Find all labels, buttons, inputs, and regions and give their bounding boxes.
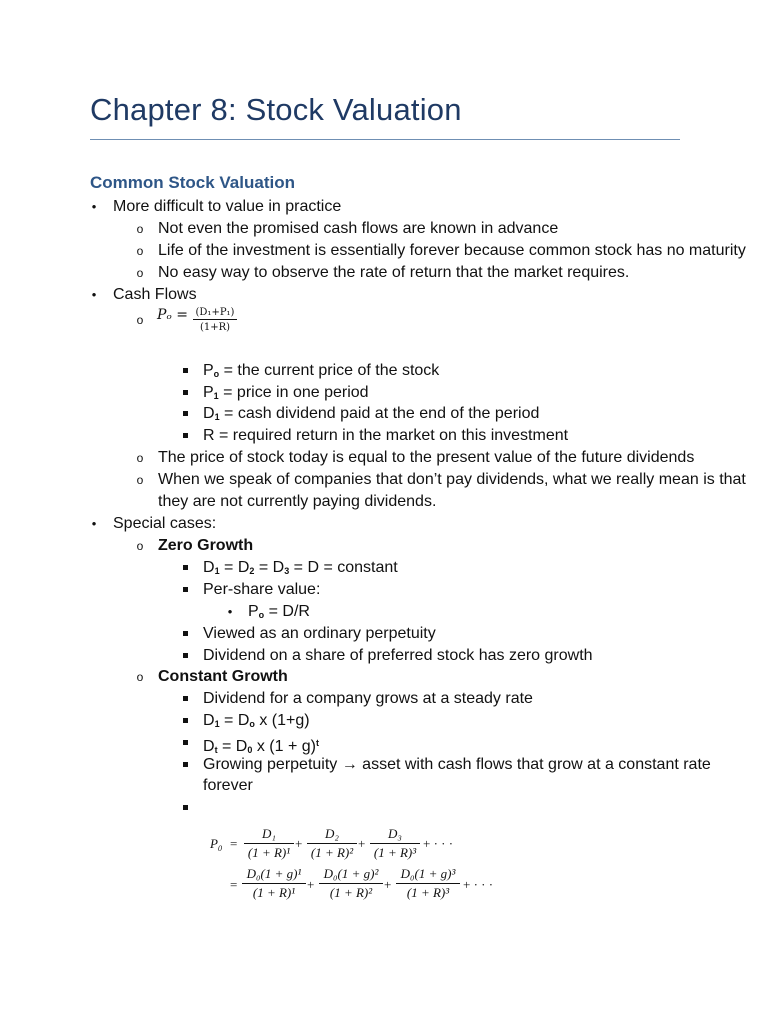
plus-sign: +	[384, 877, 392, 892]
list-item-text: Special cases:	[113, 515, 217, 532]
price-formula-fraction	[193, 307, 237, 333]
list-item-text: $P_o = D/R$	[248, 603, 310, 620]
formula-row-2	[205, 866, 525, 906]
formula-term: D₃ (1 + R)³	[370, 826, 420, 861]
equals-sign: =	[230, 836, 238, 851]
price-formula-lhs: Pₒ =	[157, 307, 188, 323]
list-item-text: they are not currently paying dividends.	[158, 493, 437, 510]
formula-denominator: (1+R)	[199, 322, 231, 333]
list-item-text: Cash Flows	[113, 286, 197, 303]
list-item-text: Growing perpetuity → asset with cash flows that grow at a constant rate	[203, 756, 711, 773]
list-item-text: The price of stock today is equal to the present value of the future dividends	[158, 449, 695, 466]
list-item-text: $D_1 = D_2 = D_3 = D$ = constant	[203, 559, 398, 576]
bullet-dot-icon	[224, 601, 236, 623]
bullet-circle-icon	[134, 447, 146, 469]
bullet-circle-icon	[134, 218, 146, 240]
list-item-text: Viewed as an ordinary perpetuity	[203, 625, 436, 642]
list-item-text: Constant Growth	[158, 668, 288, 685]
bullet-dot-icon	[88, 513, 100, 535]
bullet-circle-icon	[134, 262, 146, 284]
arrow-right-icon: →	[341, 756, 358, 773]
list-item-text: No easy way to observe the rate of return that the market requires.	[158, 264, 630, 281]
bullet-dot-icon	[88, 196, 100, 218]
list-item-text: Life of the investment is essentially forever because common stock has no maturity	[158, 242, 746, 259]
list-item-text: $D_1$ = cash dividend paid at the end of the period	[203, 405, 540, 422]
formula-ellipsis: + · · ·	[423, 836, 454, 851]
bullet-circle-icon	[134, 666, 146, 688]
formula-numerator: (D₁+P₁)	[193, 307, 237, 320]
equals-sign: =	[230, 877, 238, 892]
list-item-text: $P_1$ = price in one period	[203, 384, 369, 401]
list-item-text: Per-share value:	[203, 581, 321, 598]
bullet-dot-icon	[88, 284, 100, 306]
list-item-text: Dividend on a share of preferred stock has zero growth	[203, 647, 593, 664]
formula-term: D₀(1 + g)¹ (1 + R)¹	[242, 866, 306, 901]
formula-lhs: $P_0$	[210, 836, 222, 853]
list-item-text: $D_1 = D_o$ x (1+g)	[203, 712, 310, 729]
bullet-circle-icon	[134, 240, 146, 262]
title-divider	[90, 139, 680, 140]
list-item-text: forever	[203, 777, 253, 794]
list-item-text: $D_t = D_0$ x $(1 + g)^t$	[203, 738, 319, 755]
list-item-text: R = required return in the market on this investment	[203, 427, 569, 444]
bullet-circle-icon	[134, 309, 146, 331]
list-item-text: More difficult to value in practice	[113, 198, 342, 215]
plus-sign: +	[358, 836, 366, 851]
list-item-text: Not even the promised cash flows are known in advance	[158, 220, 559, 237]
plus-sign: +	[295, 836, 303, 851]
formula-term: D₀(1 + g)³ (1 + R)³	[396, 866, 460, 901]
formula-ellipsis: + · · ·	[463, 877, 494, 892]
formula-term: D₀(1 + g)² (1 + R)²	[319, 866, 383, 901]
bullet-circle-icon	[134, 535, 146, 557]
section-heading: Common Stock Valuation	[90, 173, 295, 192]
page-title: Chapter 8: Stock Valuation	[90, 92, 462, 127]
list-item-text: Zero Growth	[158, 537, 254, 554]
list-item-text: Dividend for a company grows at a steady rate	[203, 690, 533, 707]
list-item-text: $P_o$ = the current price of the stock	[203, 362, 440, 379]
formula-term: D₂ (1 + R)²	[307, 826, 357, 861]
bullet-circle-icon	[134, 469, 146, 491]
formula-row-1	[205, 824, 505, 864]
list-item-text: When we speak of companies that don’t pay dividends, what we really mean is that	[158, 471, 746, 488]
formula-term: D₁ (1 + R)¹	[244, 826, 294, 861]
plus-sign: +	[307, 877, 315, 892]
